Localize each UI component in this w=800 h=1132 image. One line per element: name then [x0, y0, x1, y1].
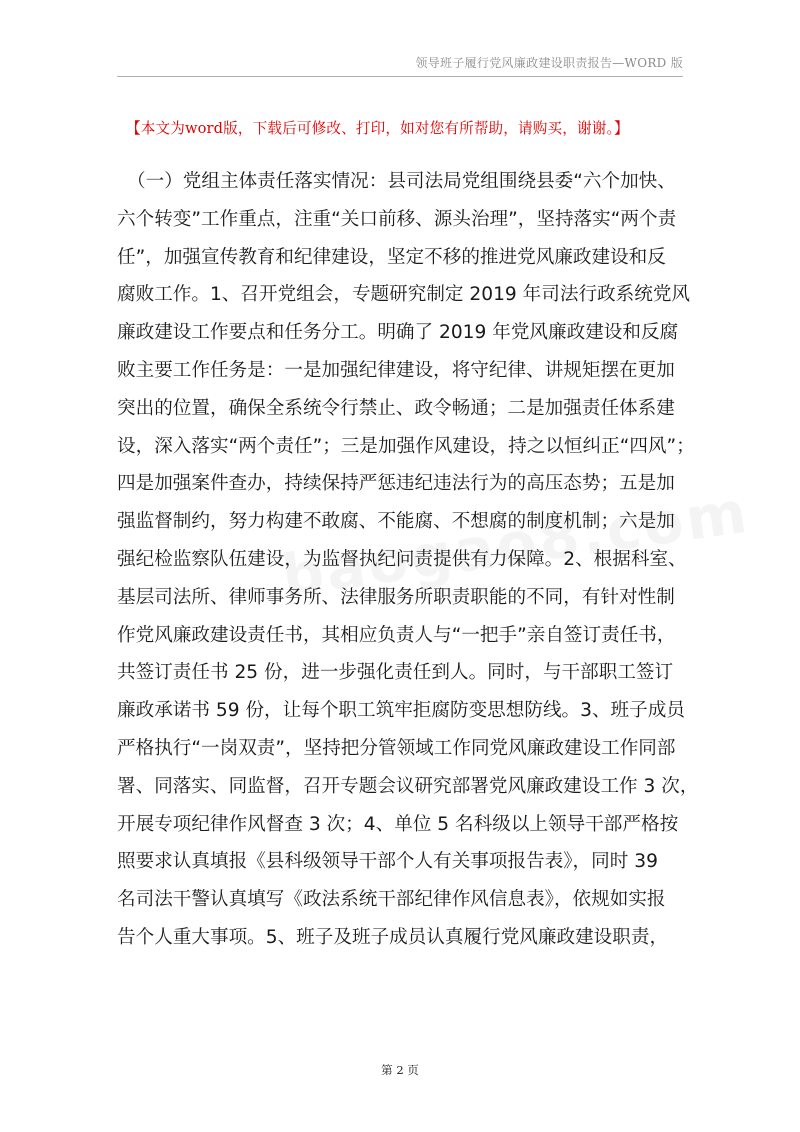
body-line: 任”，加强宣传教育和纪律建设，坚定不移的推进党风廉政建设和反	[117, 246, 666, 268]
body-line: 告个人重大事项。5、班子及班子成员认真履行党风廉政建设职责，	[117, 926, 669, 948]
header-divider	[117, 76, 683, 77]
body-line: 署、同落实、同监督，召开专题会议研究部署党风廉政建设工作 3 次，	[117, 775, 699, 797]
document-header-title: 领导班子履行党风廉政建设职责报告—WORD 版	[415, 56, 683, 70]
body-line: 照要求认真填报《县科级领导干部个人有关事项报告表》，同时 39	[117, 851, 658, 873]
body-line: 强纪检监察队伍建设，为监督执纪问责提供有力保障。2、根据科室、	[117, 548, 687, 570]
body-line: 名司法干警认真填写《政法系统干部纪律作风信息表》，依规如实报	[117, 889, 666, 911]
body-line: 开展专项纪律作风督查 3 次；4、单位 5 名科级以上领导干部严格按	[117, 813, 679, 835]
body-line: 作党风廉政建设责任书，其相应负责人与“一把手”亲自签订责任书，	[117, 624, 676, 646]
body-line: 败主要工作任务是：一是加强纪律建设，将守纪律、讲规矩摆在更加	[117, 359, 675, 381]
body-line: 基层司法所、律师事务所、法律服务所职责职能的不同，有针对性制	[117, 586, 675, 608]
body-line: 严格执行“一岗双责”，坚持把分管领域工作同党风廉政建设工作同部	[117, 737, 676, 759]
body-line: 六个转变”工作重点，注重“关口前移、源头治理”，坚持落实“两个责	[117, 208, 677, 230]
body-line: 四是加强案件查办，持续保持严惩违纪违法行为的高压态势；五是加	[117, 473, 675, 495]
download-notice: 【本文为word版，下载后可修改、打印，如对您有所帮助，请购买，谢谢。】	[126, 120, 629, 137]
body-line: 突出的位置，确保全系统令行禁止、政令畅通；二是加强责任体系建	[117, 397, 675, 419]
body-line: 强监督制约，努力构建不敢腐、不能腐、不想腐的制度机制；六是加	[117, 511, 675, 533]
body-line: 设，深入落实“两个责任”；三是加强作风建设，持之以恒纠正“四风”；	[117, 435, 695, 457]
body-line: 腐败工作。1、召开党组会，专题研究制定 2019 年司法行政系统党风	[117, 284, 691, 306]
body-line: 廉政建设工作要点和任务分工。明确了 2019 年党风廉政建设和反腐	[117, 322, 679, 344]
document-body	[117, 163, 699, 957]
body-line: 共签订责任书 25 份，进一步强化责任到人。同时，与干部职工签订	[117, 662, 674, 684]
body-line: 廉政承诺书 59 份，让每个职工筑牢拒腐防变思想防线。3、班子成员	[117, 700, 685, 722]
page-number: 第 2 页	[381, 1063, 419, 1077]
body-line: （一）党组主体责任落实情况：县司法局党组围绕县委“六个加快、	[127, 171, 676, 192]
